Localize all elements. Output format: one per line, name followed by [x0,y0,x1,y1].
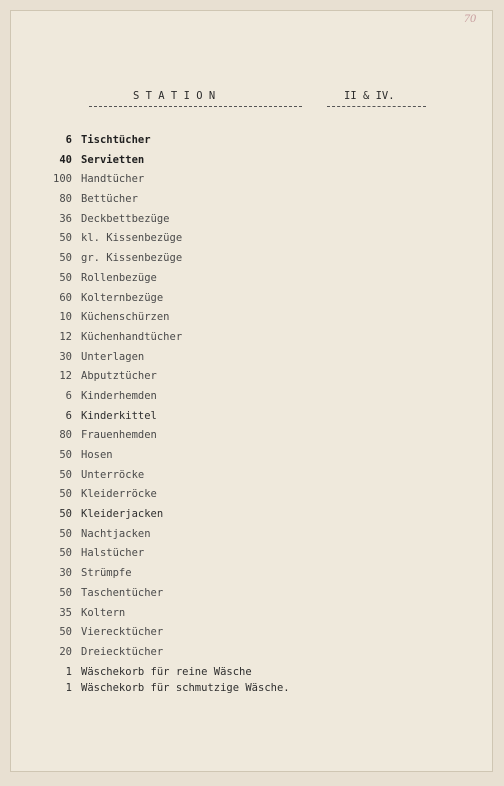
list-item [0,134,504,154]
item-quantity: 50 [59,271,72,284]
item-name: Wäschekorb für schmutzige Wäsche. [81,682,290,695]
item-name: Nachtjacken [81,527,151,540]
list-item [0,154,504,174]
item-quantity: 36 [59,212,72,225]
item-name: Abputztücher [81,370,157,383]
list-item [0,390,504,410]
list-item [0,626,504,646]
item-name: Küchenhandtücher [81,330,183,343]
list-item [0,547,504,567]
item-quantity: 12 [59,370,72,383]
heading-station-numbers: II & IV. [344,90,395,102]
item-quantity: 50 [59,468,72,481]
list-item [0,682,504,702]
item-quantity: 50 [59,527,72,540]
heading-underline-left [89,106,302,107]
item-name: Halstücher [81,547,145,560]
list-item [0,449,504,469]
heading-underline-right [327,106,426,107]
item-name: Frauenhemden [81,429,157,442]
item-quantity: 30 [59,350,72,363]
item-name: Unterröcke [81,468,145,481]
item-quantity: 30 [59,567,72,580]
list-item [0,469,504,489]
item-quantity: 50 [59,488,72,501]
item-name: Taschentücher [81,586,164,599]
list-item [0,311,504,331]
item-name: Deckbettbezüge [81,212,170,225]
item-quantity: 10 [59,311,72,324]
list-item [0,567,504,587]
folio-number: 70 [464,11,476,25]
list-item [0,607,504,627]
item-quantity: 50 [59,252,72,265]
list-item [0,508,504,528]
item-name: Unterlagen [81,350,145,363]
item-quantity: 50 [59,232,72,245]
item-name: Koltern [81,606,126,619]
item-name: Hosen [81,449,113,461]
item-quantity: 80 [59,429,72,442]
item-quantity: 6 [65,389,72,402]
item-name: Vierecktücher [81,626,164,639]
item-quantity: 6 [65,134,72,146]
item-quantity: 50 [59,626,72,639]
item-name: Bettücher [81,193,138,206]
list-item [0,587,504,607]
list-item [0,528,504,548]
item-quantity: 80 [59,193,72,206]
item-name: Dreiecktücher [81,645,164,658]
list-item [0,331,504,351]
item-name: Kleiderjacken [81,508,164,521]
item-quantity: 50 [59,508,72,521]
list-item [0,173,504,193]
item-quantity: 1 [65,682,72,695]
list-item [0,292,504,312]
item-name: Servietten [81,153,145,166]
item-name: Strümpfe [81,567,132,580]
item-name: gr. Kissenbezüge [81,252,183,265]
item-quantity: 40 [59,153,72,166]
item-name: Handtücher [81,173,145,186]
item-name: Kleiderröcke [81,488,157,501]
list-item [0,252,504,272]
item-name: Wäschekorb für reine Wäsche [81,665,252,678]
list-item [0,429,504,449]
list-item [0,646,504,666]
list-item [0,272,504,292]
item-quantity: 50 [59,449,72,461]
list-item [0,410,504,430]
item-name: Kinderhemden [81,389,157,402]
item-name: kl. Kissenbezüge [81,232,183,245]
list-item [0,351,504,371]
list-item [0,488,504,508]
list-item [0,193,504,213]
item-quantity: 6 [65,409,72,422]
item-name: Küchenschürzen [81,311,170,324]
item-quantity: 1 [65,665,72,678]
item-name: Rollenbezüge [81,271,157,284]
item-name: Tischtücher [81,134,151,146]
list-item [0,213,504,233]
item-quantity: 100 [53,173,72,186]
item-quantity: 12 [59,330,72,343]
item-quantity: 35 [59,606,72,619]
list-item [0,370,504,390]
inventory-list [0,134,504,702]
list-item [0,232,504,252]
item-quantity: 50 [59,547,72,560]
item-name: Kolternbezüge [81,291,164,304]
heading-station: S T A T I O N [133,90,216,102]
item-quantity: 20 [59,645,72,658]
item-name: Kinderkittel [81,409,157,422]
item-quantity: 60 [59,291,72,304]
item-quantity: 50 [59,586,72,599]
